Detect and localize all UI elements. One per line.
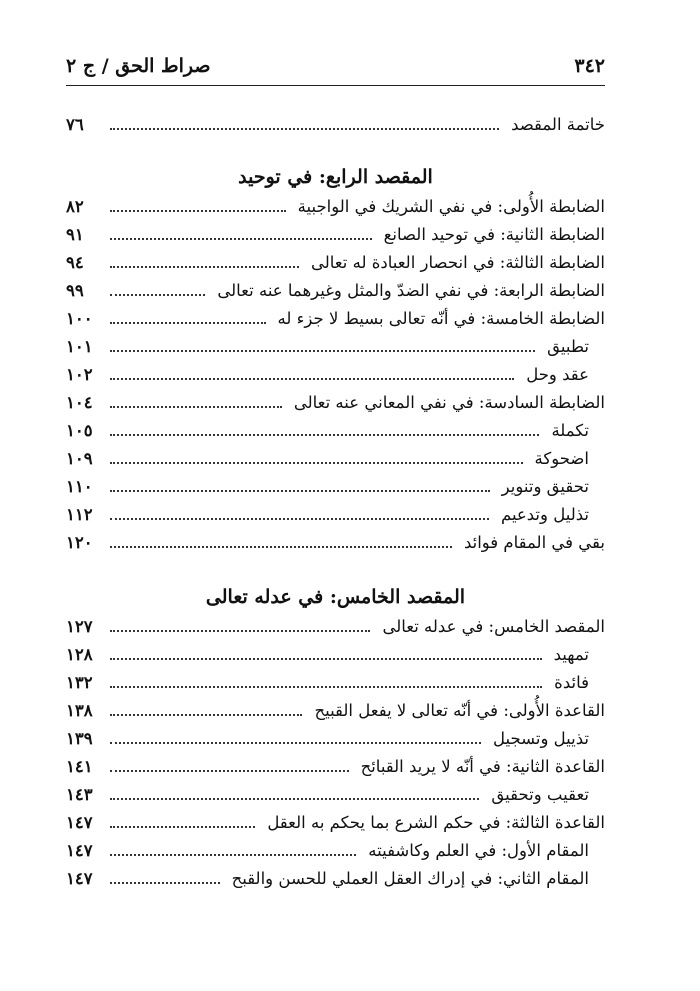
dot-leader — [110, 322, 266, 324]
toc-entry-title: القاعدة الأُولى: في أنّه تعالى لا يفعل القبيح — [314, 700, 605, 720]
toc-entry-page: ٩٩ — [66, 280, 84, 300]
dot-leader — [110, 434, 539, 436]
dot-leader — [110, 546, 452, 548]
toc-entry — [66, 612, 605, 640]
toc-entry-title: تذييل وتسجيل — [493, 728, 589, 748]
toc-entry-page: ١٣٨ — [66, 700, 93, 720]
toc-entry — [66, 528, 605, 556]
toc-entry-page: ١٤٧ — [66, 812, 93, 832]
toc-entry-title: القاعدة الثانية: في أنّه لا يريد القبائح — [360, 756, 605, 776]
toc-entry-page: ١٢٨ — [66, 644, 93, 664]
toc-entry-title: المقصد الخامس: في عدله تعالى — [382, 616, 605, 636]
dot-leader — [110, 630, 370, 632]
dot-leader — [110, 882, 220, 884]
dot-leader — [110, 658, 542, 660]
dot-leader — [110, 406, 282, 408]
toc-entry — [66, 276, 605, 304]
toc-entry-page: ١٢٠ — [66, 532, 93, 552]
toc-subentry — [66, 836, 605, 864]
toc-entry-title: المقام الثاني: في إدراك العقل العملي للحسن والقبح — [231, 868, 589, 888]
toc-entry-page: ١٤٧ — [66, 868, 93, 888]
toc-entry-title: الضابطة الرابعة: في نفي الضدّ والمثل وغيرهما عنه تعالى — [217, 280, 605, 300]
toc-entry-page: ١٠٤ — [66, 392, 93, 412]
dot-leader — [110, 714, 302, 716]
toc-entry — [66, 388, 605, 416]
dot-leader — [110, 462, 523, 464]
toc-entry-title: تعقيب وتحقيق — [491, 784, 589, 804]
toc-entry-title: تكملة — [551, 420, 589, 440]
dot-leader — [110, 518, 489, 520]
toc-entry-page: ٩٤ — [66, 252, 84, 272]
toc-entry — [66, 808, 605, 836]
page-header — [66, 50, 605, 82]
toc-entry-page: ١٤١ — [66, 756, 93, 776]
toc-entry-title: الضابطة السادسة: في نفي المعاني عنه تعالى — [293, 392, 605, 412]
dot-leader — [110, 742, 481, 744]
toc-entry-page: ١٣٢ — [66, 672, 93, 692]
toc-entry-title: الضابطة الثانية: في توحيد الصانع — [383, 224, 605, 244]
toc-entry-title: خاتمة المقصد — [511, 114, 605, 134]
toc-entry-title: القاعدة الثالثة: في حكم الشرع بما يحكم به العقل — [267, 812, 605, 832]
toc-subentry — [66, 864, 605, 892]
dot-leader — [110, 128, 499, 130]
toc-subentry — [66, 332, 605, 360]
toc-entry — [66, 304, 605, 332]
toc-entry — [66, 752, 605, 780]
toc-entry-title: فائدة — [554, 672, 589, 692]
toc-subentry — [66, 668, 605, 696]
toc-subentry — [66, 724, 605, 752]
toc-entry-title: عقد وحل — [526, 364, 589, 384]
toc-entry — [66, 110, 605, 138]
dot-leader — [110, 294, 205, 296]
toc-entry — [66, 696, 605, 724]
toc-entry-page: ١٠٥ — [66, 420, 93, 440]
toc-entry — [66, 220, 605, 248]
dot-leader — [110, 350, 535, 352]
toc-entry-page: ١٠٢ — [66, 364, 93, 384]
table-of-contents — [66, 110, 605, 892]
toc-entry-page: ١٢٧ — [66, 616, 93, 636]
toc-entry-title: اضحوكة — [534, 448, 589, 468]
dot-leader — [110, 854, 356, 856]
dot-leader — [110, 826, 255, 828]
toc-entry-page: ١٠٠ — [66, 308, 93, 328]
header-rule — [66, 85, 605, 86]
toc-entry-title: تمهيد — [553, 644, 589, 664]
section-heading-5: المقصد الخامس: في عدله تعالى — [205, 586, 466, 608]
toc-subentry — [66, 360, 605, 388]
toc-subentry — [66, 780, 605, 808]
toc-entry — [66, 192, 605, 220]
toc-entry-page: ١٣٩ — [66, 728, 93, 748]
toc-entry-page: ١١٢ — [66, 504, 93, 524]
dot-leader — [110, 490, 490, 492]
toc-entry-page: ٩١ — [66, 224, 84, 244]
toc-entry-title: بقي في المقام فوائد — [463, 532, 605, 552]
dot-leader — [110, 798, 479, 800]
dot-leader — [110, 686, 542, 688]
page-number: ٣٤٢ — [574, 55, 605, 77]
toc-entry-title: الضابطة الثالثة: في انحصار العبادة له تعالى — [311, 252, 605, 272]
toc-entry-title: تطبيق — [547, 336, 589, 356]
toc-entry-title: الضابطة الخامسة: في أنّه تعالى بسيط لا جزء له — [277, 308, 605, 328]
toc-subentry — [66, 640, 605, 668]
section-heading-4: المقصد الرابع: في توحيد — [238, 166, 433, 188]
toc-entry-title: تذليل وتدعيم — [500, 504, 589, 524]
toc-entry-page: ٨٢ — [66, 196, 84, 216]
toc-entry-page: ١٤٧ — [66, 840, 93, 860]
running-title: صراط الحق / ج ٢ — [66, 55, 211, 77]
toc-subentry — [66, 416, 605, 444]
toc-subentry — [66, 500, 605, 528]
toc-entry-page: ١١٠ — [66, 476, 93, 496]
toc-entry-page: ٧٦ — [66, 114, 84, 134]
dot-leader — [110, 266, 299, 268]
toc-entry-page: ١٠١ — [66, 336, 93, 356]
dot-leader — [110, 378, 514, 380]
dot-leader — [110, 210, 286, 212]
toc-entry-title: المقام الأول: في العلم وكاشفيته — [368, 840, 589, 860]
dot-leader — [110, 770, 349, 772]
toc-subentry — [66, 472, 605, 500]
toc-entry-title: الضابطة الأُولى: في نفي الشريك في الواجبية — [297, 196, 605, 216]
toc-subentry — [66, 444, 605, 472]
toc-entry — [66, 248, 605, 276]
toc-entry-title: تحقيق وتنوير — [501, 476, 589, 496]
toc-entry-page: ١٤٣ — [66, 784, 93, 804]
dot-leader — [110, 238, 372, 240]
toc-entry-page: ١٠٩ — [66, 448, 93, 468]
